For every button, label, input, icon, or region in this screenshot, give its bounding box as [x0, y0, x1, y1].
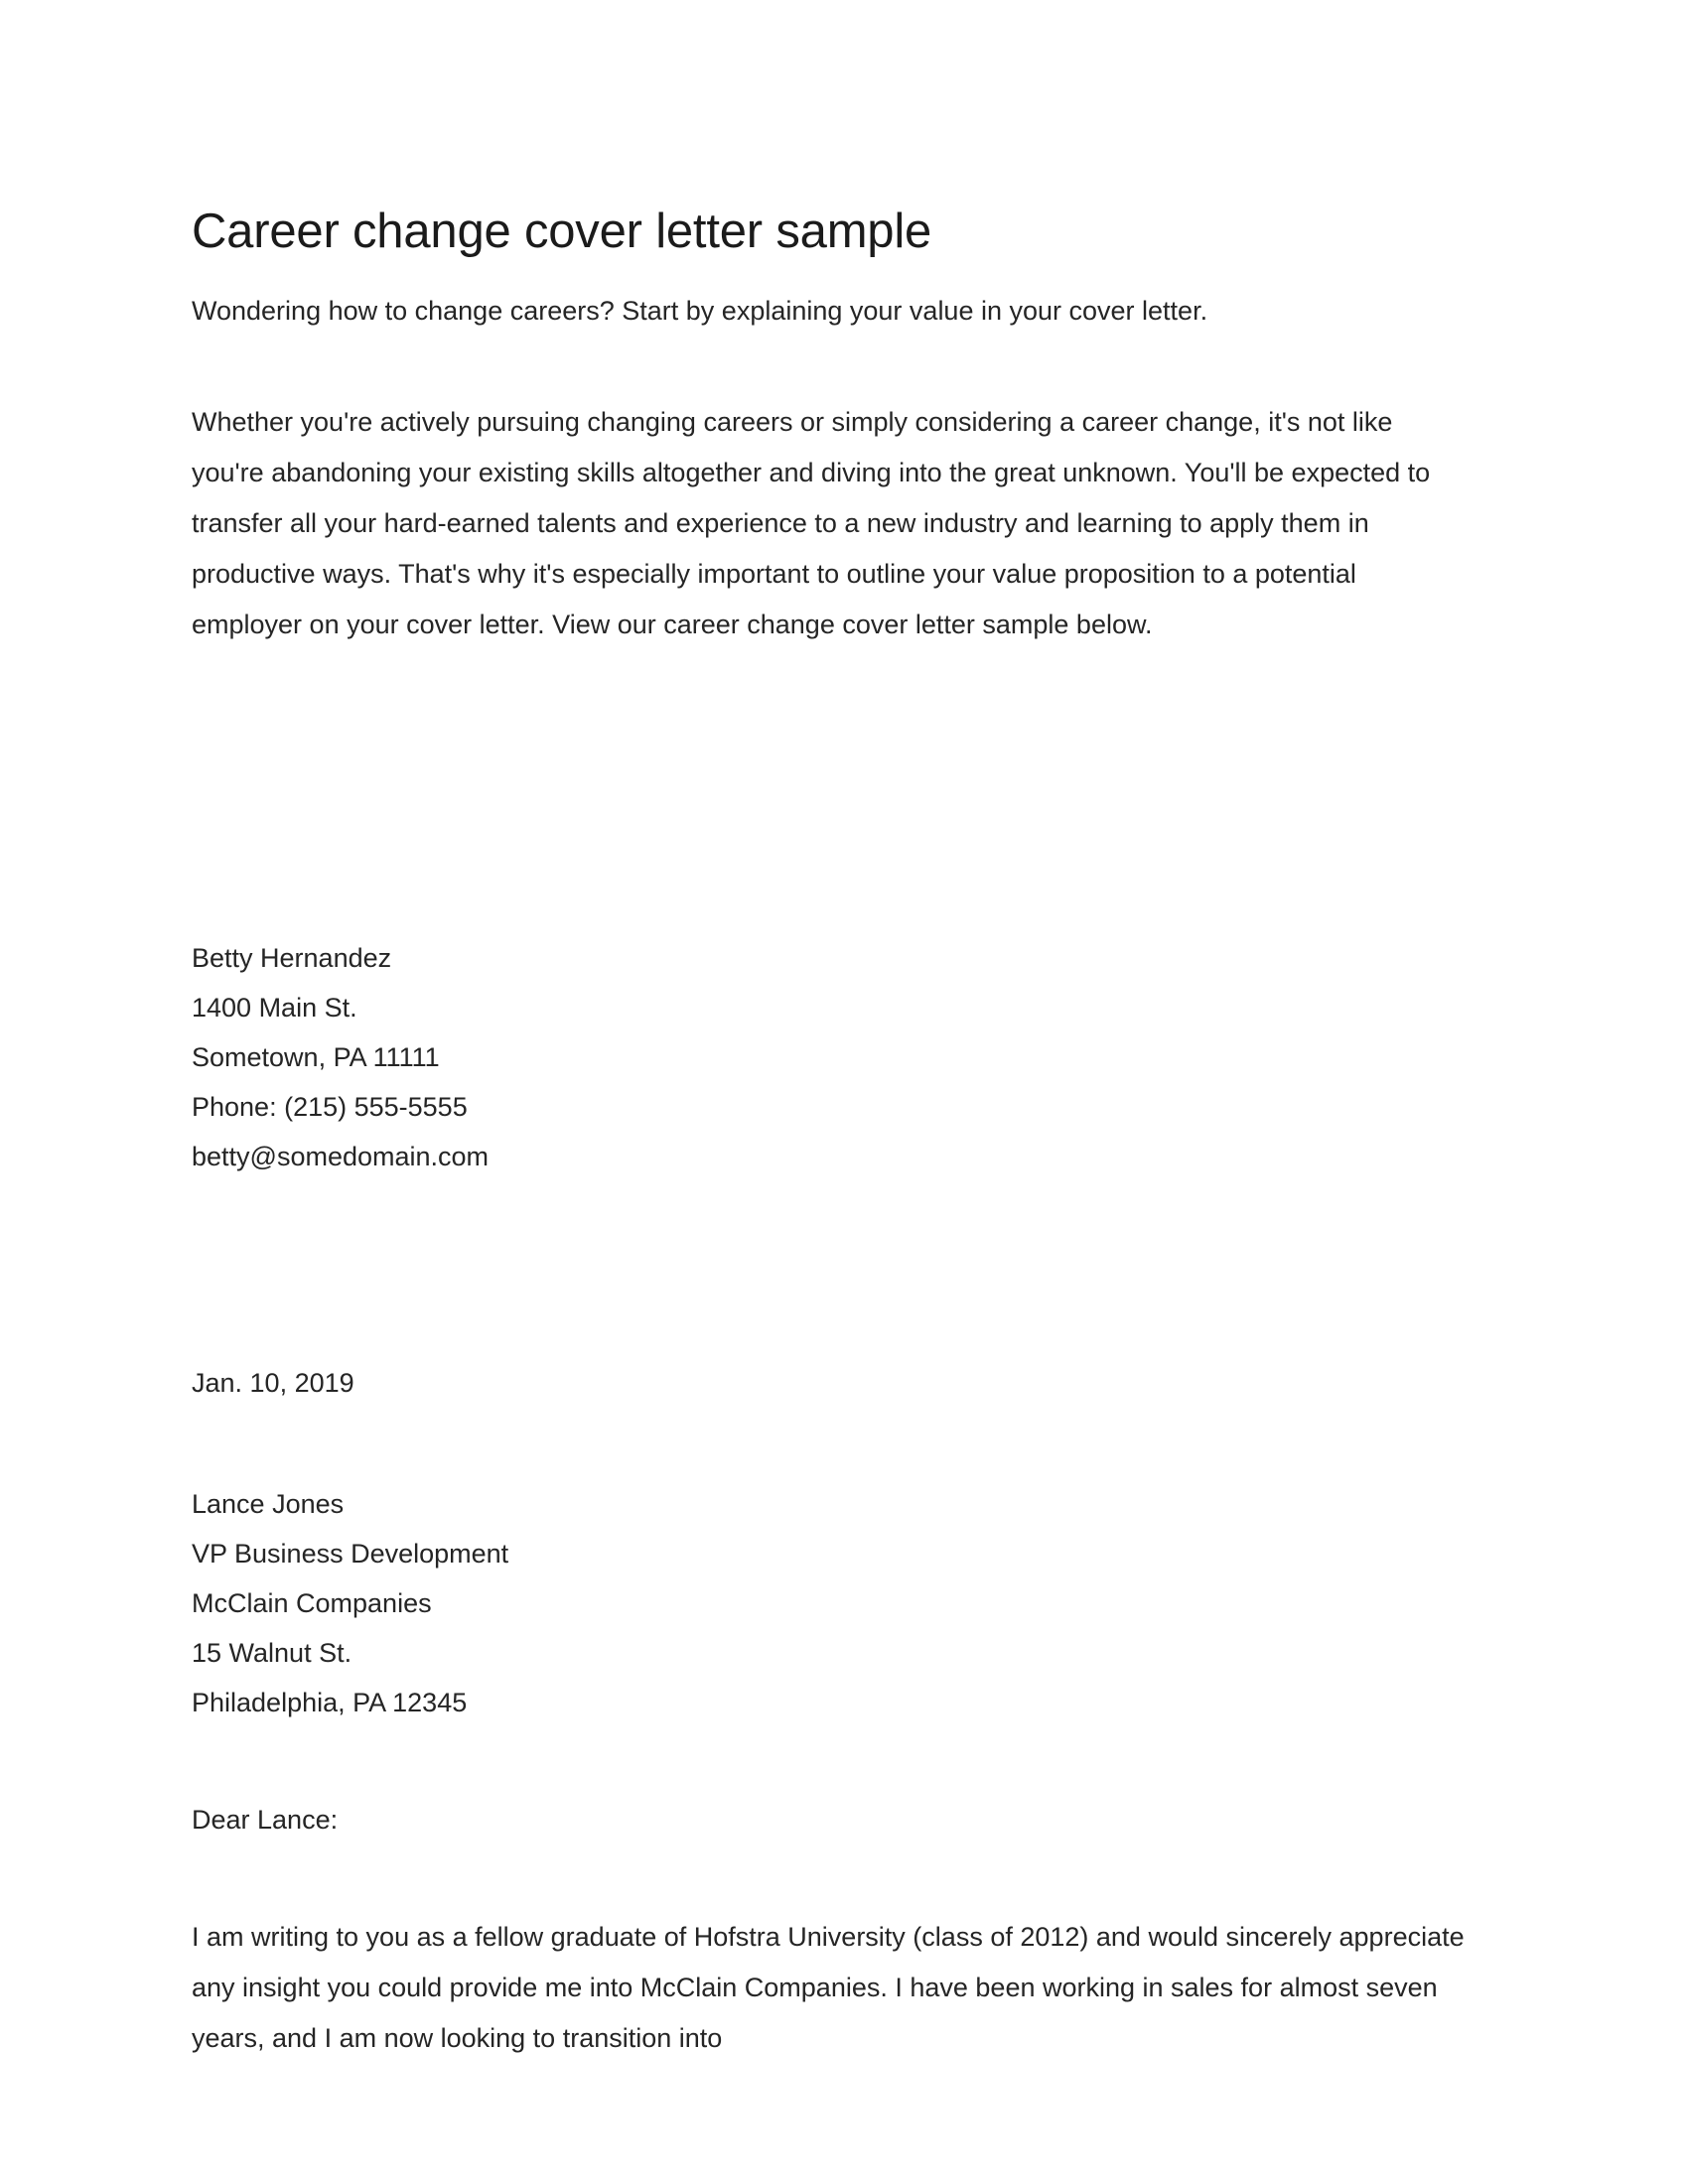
intro-paragraph: Whether you're actively pursuing changing careers or simply considering a career change, it's not like you're abandoning your existing skills altogether and diving into the great unknown. You'll be expected to transfer all your hard-earned talents and experience to a new industry and learning to apply them in productive ways. That's why it's especially important to outline your value proposition to a potential employer on your cover letter. View our career change cover letter sample below. [192, 407, 1431, 639]
recipient-city-state-zip: Philadelphia, PA 12345 [192, 1688, 468, 1717]
sender-city-state-zip: Sometown, PA 11111 [192, 1042, 440, 1072]
recipient-street: 15 Walnut St. [192, 1638, 352, 1668]
letter-salutation: Dear Lance: [192, 1805, 339, 1835]
spacer-before-recipient [192, 1408, 1468, 1479]
sender-phone: Phone: (215) 555-5555 [192, 1092, 468, 1122]
spacer-before-salutation [192, 1727, 1468, 1795]
sender-street: 1400 Main St. [192, 993, 357, 1023]
recipient-address-block [192, 1479, 1468, 1727]
recipient-company: McClain Companies [192, 1588, 432, 1618]
letter-body-paragraph-1: I am writing to you as a fellow graduate of Hofstra University (class of 2012) and would sincerely appreciate any insight you could provide me into McClain Companies. I have been working in sales for almost seven years, and I am now looking to transition into [192, 1922, 1465, 2053]
recipient-name: Lance Jones [192, 1489, 345, 1519]
sender-email: betty@somedomain.com [192, 1142, 490, 1171]
sender-address-block [192, 933, 1468, 1181]
lead-paragraph: Wondering how to change careers? Start by explaining your value in your cover letter. [192, 296, 1208, 326]
letter-date: Jan. 10, 2019 [192, 1368, 354, 1398]
sender-name: Betty Hernandez [192, 943, 392, 973]
recipient-job-title: VP Business Development [192, 1539, 509, 1569]
spacer-before-date [192, 1181, 1468, 1358]
page-title: Career change cover letter sample [192, 205, 932, 258]
spacer-before-body [192, 1844, 1468, 1912]
cover-letter-sample [192, 933, 1468, 2064]
